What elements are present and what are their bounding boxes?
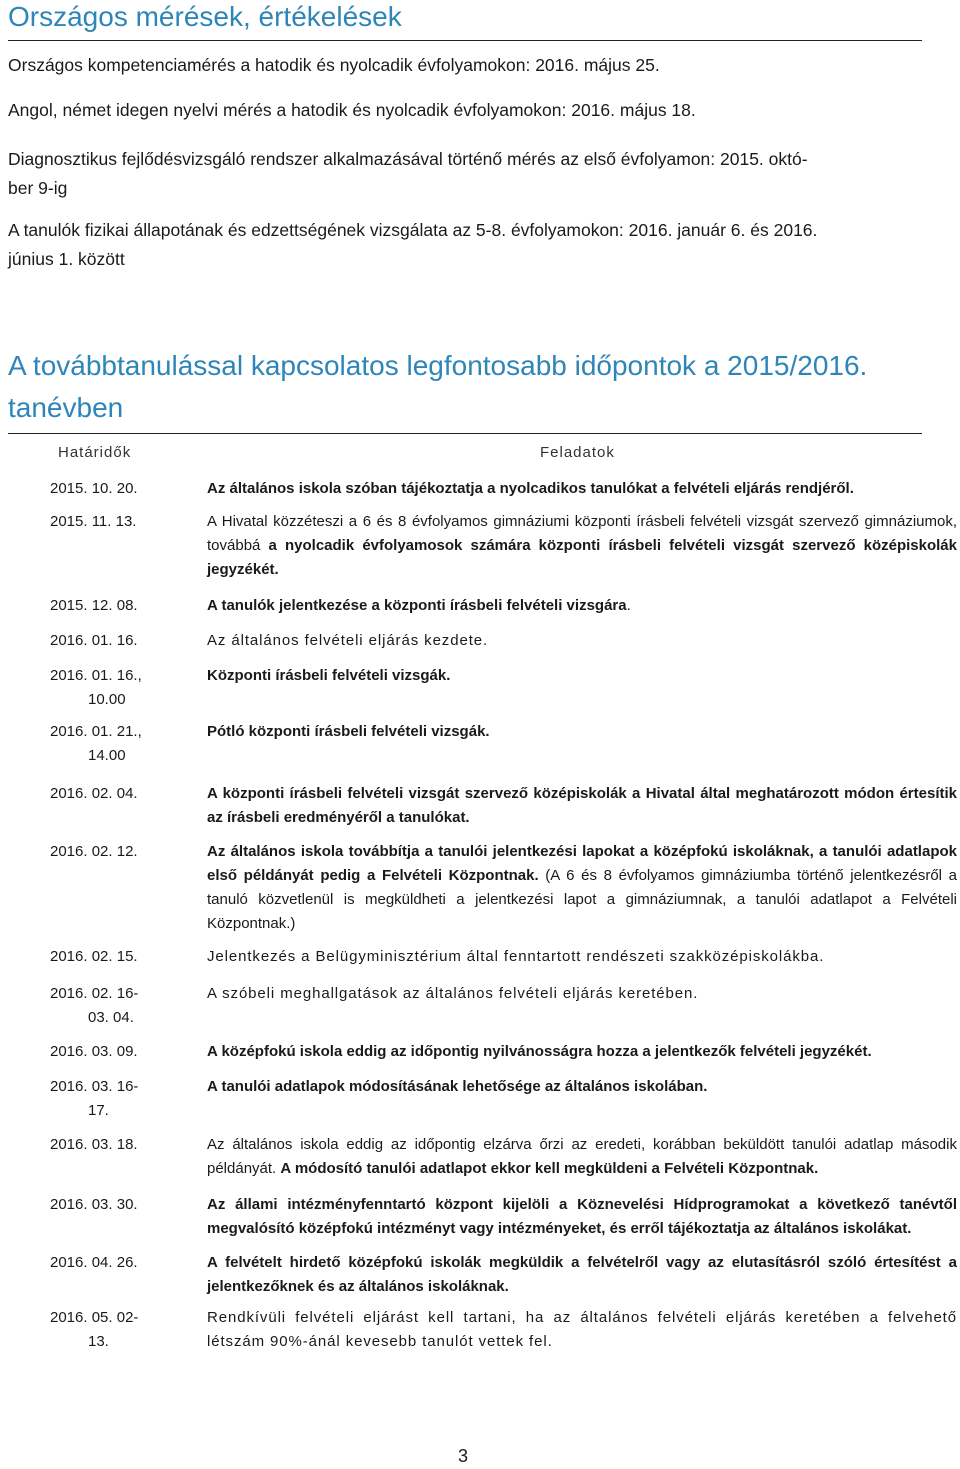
deadline-date-line: 2016. 03. 18. bbox=[50, 1136, 138, 1153]
task-text: Az általános iskola szóban tájékoztatja a nyolcadikos tanulókat a felvételi eljárás rendjéről. bbox=[207, 480, 854, 497]
section-title-admissions bbox=[8, 345, 918, 429]
task-text: Az általános felvételi eljárás kezdete. bbox=[207, 632, 489, 649]
measurement-item-line: Diagnosztikus fejlődésvizsgáló rendszer alkalmazásával történő mérés az első évfolyamon: 2015. októ- bbox=[8, 149, 808, 169]
task-description bbox=[207, 720, 957, 744]
task-text: Központi írásbeli felvételi vizsgák. bbox=[207, 667, 451, 684]
deadline-date-line: 2016. 01. 21., bbox=[50, 723, 142, 740]
task-text: A szóbeli meghallgatások az általános felvételi eljárás keretében. bbox=[207, 985, 699, 1002]
task-description bbox=[207, 945, 957, 969]
task-description bbox=[207, 840, 957, 936]
task-text: A középfokú iskola eddig az időpontig nyilvánosságra hozza a jelentkezők felvételi jegyzékét. bbox=[207, 1043, 872, 1060]
task-description bbox=[207, 1251, 957, 1299]
section-title-line: A továbbtanulással kapcsolatos legfontosabb időpontok a 2015/2016. bbox=[8, 350, 868, 381]
task-description bbox=[207, 477, 957, 501]
deadline-date-line: 14.00 bbox=[88, 747, 126, 764]
deadline-date bbox=[50, 1193, 160, 1217]
deadline-date bbox=[50, 1075, 160, 1123]
measurement-item-line: A tanulók fizikai állapotának és edzettségének vizsgálata az 5-8. évfolyamokon: 2016. január 6. és 2016. bbox=[8, 220, 818, 240]
column-header-deadlines: Határidők bbox=[58, 444, 132, 461]
task-text: A Hivatal közzéteszi a 6 és 8 évfolyamos gimnáziumi központi írásbeli felvételi vizsgát szervező gimnáziumok, továbbá bbox=[207, 513, 957, 554]
deadline-date bbox=[50, 664, 160, 712]
deadline-date bbox=[50, 1306, 160, 1354]
measurement-item: Angol, német idegen nyelvi mérés a hatodik és nyolcadik évfolyamokon: 2016. május 18. bbox=[8, 100, 696, 120]
deadline-date-line: 2016. 03. 16- bbox=[50, 1078, 139, 1095]
task-description bbox=[207, 1133, 957, 1181]
section-title-line: tanévben bbox=[8, 392, 124, 423]
deadline-date-line: 2016. 05. 02- bbox=[50, 1309, 139, 1326]
page-number: 3 bbox=[457, 1446, 468, 1466]
deadline-date bbox=[50, 594, 160, 618]
task-text: A módosító tanulói adatlapot ekkor kell megküldeni a Felvételi Központnak. bbox=[280, 1160, 819, 1177]
task-text: A tanulói adatlapok módosításának lehetősége az általános iskolában. bbox=[207, 1078, 708, 1095]
deadline-date-line: 2016. 02. 12. bbox=[50, 843, 138, 860]
task-description bbox=[207, 1040, 957, 1064]
task-text: (A 6 és 8 évfolyamos gimnáziumba történő jelentkezésről a tanuló közvetlenül is megküldheti a jelentkezési lapot a gimnáziumnak, a tanulói adatlapot a Felvételi Központnak.) bbox=[207, 867, 957, 932]
deadline-date-line: 2015. 12. 08. bbox=[50, 597, 138, 614]
deadline-date bbox=[50, 477, 160, 501]
deadline-date-line: 2016. 02. 16- bbox=[50, 985, 139, 1002]
deadline-date bbox=[50, 1251, 160, 1275]
task-description bbox=[207, 594, 957, 618]
section-title-measurements: Országos mérések, értékelések bbox=[8, 1, 402, 32]
deadline-date bbox=[50, 510, 160, 534]
measurement-item-line: június 1. között bbox=[8, 249, 125, 269]
measurement-item bbox=[8, 145, 918, 203]
deadline-date-line: 2016. 01. 16., bbox=[50, 667, 142, 684]
section-rule bbox=[8, 433, 922, 434]
deadline-date bbox=[50, 629, 160, 653]
task-text: Rendkívüli felvételi eljárást kell tartani, ha az általános felvételi eljárás keretében a felvehető létszám 90%-ánál kevesebb tanulót vettek fel. bbox=[207, 1309, 957, 1350]
task-text: Az általános iskola eddig az időpontig elzárva őrzi az eredeti, korábban beküldött tanulói adatlap második példányát. bbox=[207, 1136, 957, 1177]
task-text: A tanulók jelentkezése a központi írásbeli felvételi vizsgára bbox=[207, 597, 627, 614]
deadline-date bbox=[50, 1133, 160, 1157]
task-text: Pótló központi írásbeli felvételi vizsgák. bbox=[207, 723, 490, 740]
deadline-date bbox=[50, 840, 160, 864]
deadline-date-line: 2016. 04. 26. bbox=[50, 1254, 138, 1271]
deadline-date-line: 2016. 03. 09. bbox=[50, 1043, 138, 1060]
task-description bbox=[207, 1193, 957, 1241]
deadline-date-line: 2016. 03. 30. bbox=[50, 1196, 138, 1213]
measurement-item: Országos kompetenciamérés a hatodik és nyolcadik évfolyamokon: 2016. május 25. bbox=[8, 55, 660, 75]
measurement-item bbox=[8, 216, 918, 274]
task-text: Az állami intézményfenntartó központ kijelöli a Köznevelési Hídprogramokat a következő tanévtől megvalósító középfokú intézményt vagy intézményeket, és erről tájékoztatja az általános iskolákat. bbox=[207, 1196, 957, 1237]
task-description bbox=[207, 510, 957, 582]
measurement-item-line: ber 9-ig bbox=[8, 178, 68, 198]
task-text: . bbox=[626, 597, 631, 614]
task-text: Jelentkezés a Belügyminisztérium által fenntartott rendészeti szakközépiskolákba. bbox=[207, 948, 825, 965]
task-text: A felvételt hirdető középfokú iskolák megküldik a felvételről vagy az elutasításról szóló értesítést a jelentkezőknek és az általános iskoláknak. bbox=[207, 1254, 957, 1295]
task-description bbox=[207, 629, 957, 653]
deadline-date-line: 2015. 11. 13. bbox=[50, 513, 137, 530]
deadline-date bbox=[50, 945, 160, 969]
task-text: a nyolcadik évfolyamosok számára központi írásbeli felvételi vizsgát szervező középiskolák jegyzékét. bbox=[207, 537, 957, 578]
section-rule bbox=[8, 40, 922, 41]
deadline-date bbox=[50, 720, 160, 768]
column-header-tasks: Feladatok bbox=[540, 444, 615, 461]
deadline-date-line: 10.00 bbox=[88, 691, 126, 708]
task-description bbox=[207, 1075, 957, 1099]
deadline-date-line: 2015. 10. 20. bbox=[50, 480, 138, 497]
deadline-date bbox=[50, 982, 160, 1030]
task-description bbox=[207, 782, 957, 830]
deadline-date bbox=[50, 782, 160, 806]
deadline-date-line: 2016. 01. 16. bbox=[50, 632, 138, 649]
deadline-date-line: 2016. 02. 04. bbox=[50, 785, 138, 802]
deadline-date-line: 2016. 02. 15. bbox=[50, 948, 138, 965]
deadline-date-line: 13. bbox=[88, 1333, 109, 1350]
task-description bbox=[207, 982, 957, 1006]
deadline-date-line: 17. bbox=[88, 1102, 109, 1119]
deadline-date bbox=[50, 1040, 160, 1064]
task-text: Az általános iskola továbbítja a tanulói jelentkezési lapokat a középfokú iskoláknak, a tanulói adatlapok első példányát pedig a Felvételi Központnak. bbox=[207, 843, 957, 884]
deadline-date-line: 03. 04. bbox=[88, 1009, 134, 1026]
task-text: A központi írásbeli felvételi vizsgát szervező középiskolák a Hivatal által meghatározott módon értesítik az írásbeli eredményéről a tanulókat. bbox=[207, 785, 957, 826]
task-description bbox=[207, 664, 957, 688]
task-description bbox=[207, 1306, 957, 1354]
